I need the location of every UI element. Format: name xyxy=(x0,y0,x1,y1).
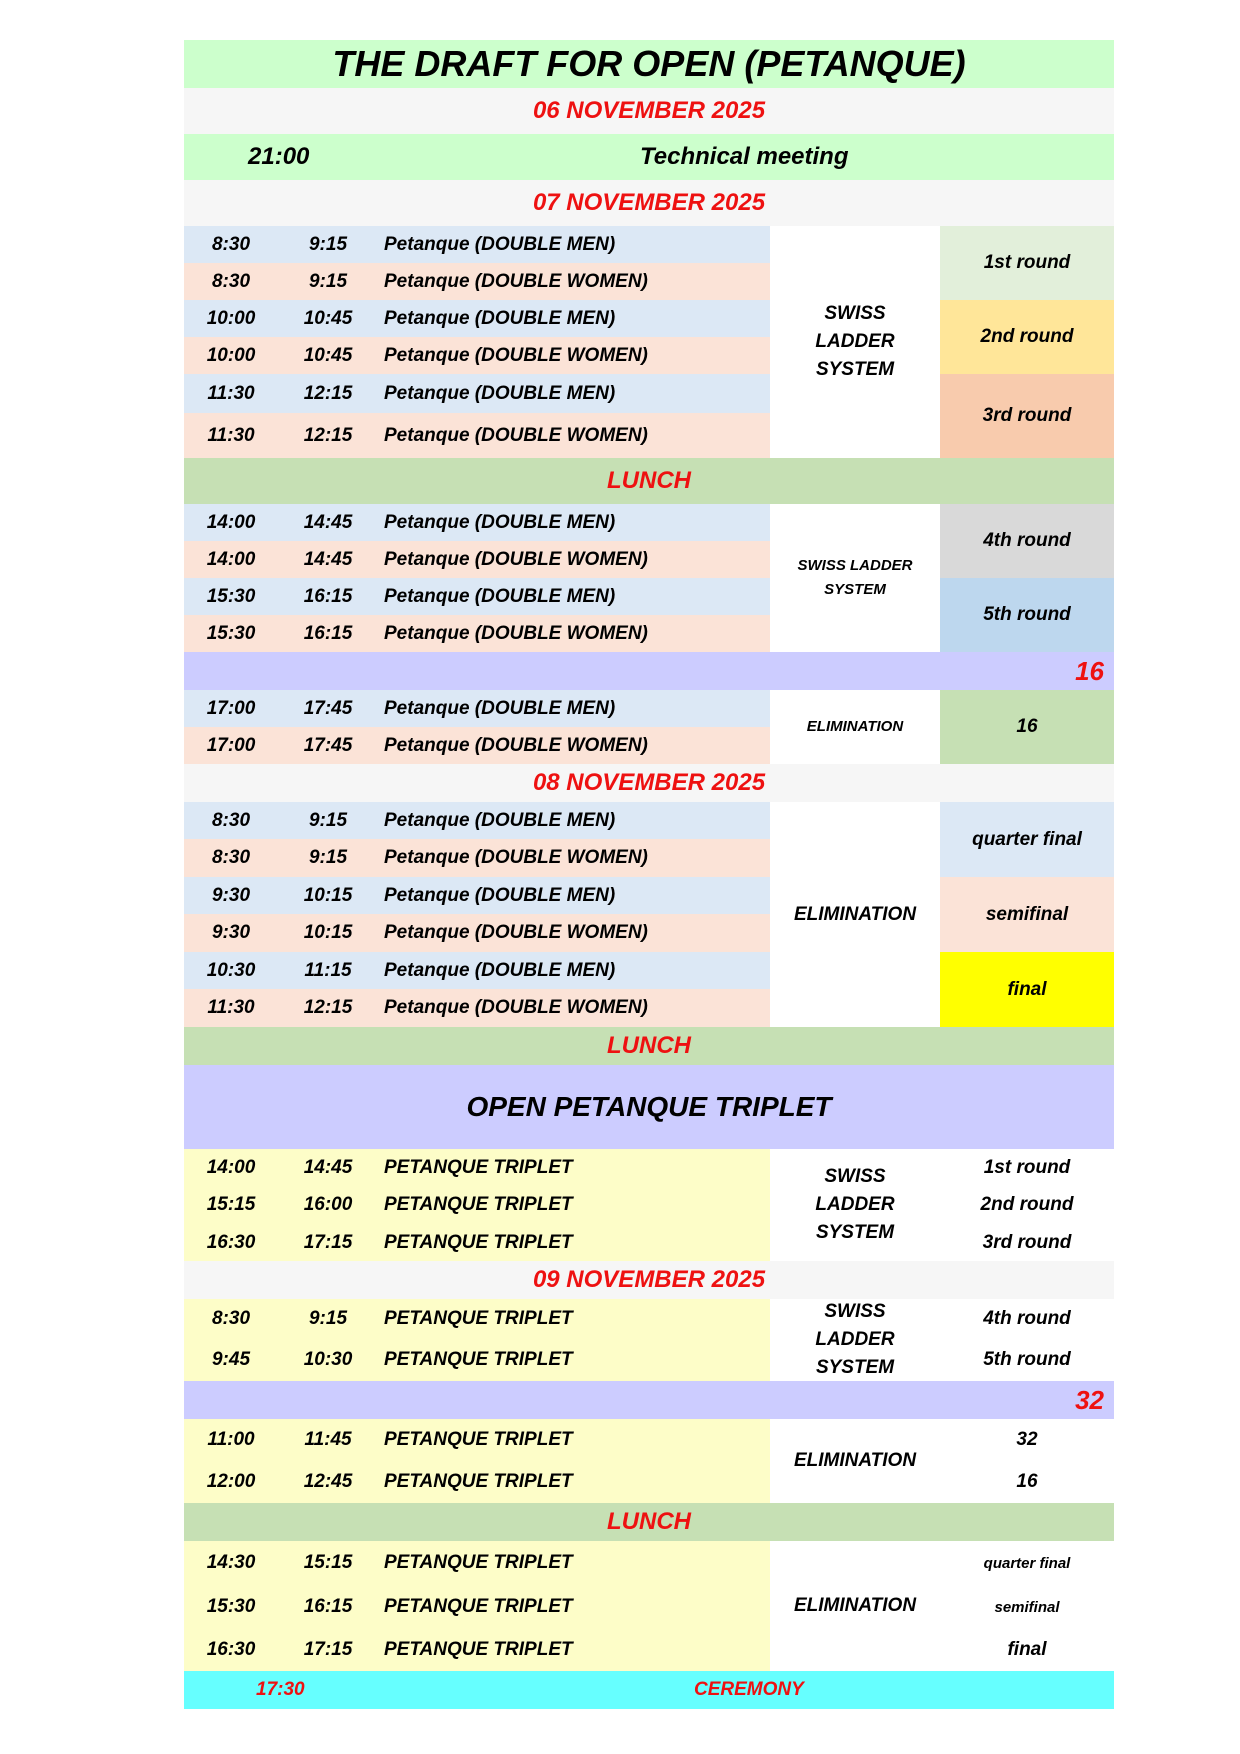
start-time: 15:30 xyxy=(206,1596,256,1617)
technical-meeting-label: Technical meeting xyxy=(640,143,849,170)
event-name: Petanque (DOUBLE WOMEN) xyxy=(384,997,648,1018)
lunch-break: LUNCH xyxy=(184,1503,1114,1541)
end-time: 12:15 xyxy=(303,382,353,404)
event-name: PETANQUE TRIPLET xyxy=(384,1194,573,1215)
round-label: 3rd round xyxy=(982,1231,1072,1253)
ceremony-time: 17:30 xyxy=(256,1679,305,1700)
event-name: Petanque (DOUBLE MEN) xyxy=(384,307,616,329)
event-name: PETANQUE TRIPLET xyxy=(384,1596,573,1617)
end-time: 10:15 xyxy=(303,884,353,906)
start-time: 15:30 xyxy=(206,585,256,607)
end-time: 9:15 xyxy=(308,270,348,292)
event-name: Petanque (DOUBLE WOMEN) xyxy=(384,424,648,446)
ceremony-label: CEREMONY xyxy=(694,1679,804,1700)
schedule-row xyxy=(184,1461,770,1503)
schedule-row xyxy=(184,877,770,914)
end-time: 14:45 xyxy=(303,1156,353,1178)
end-time: 12:15 xyxy=(303,997,353,1018)
event-name: PETANQUE TRIPLET xyxy=(384,1349,573,1370)
schedule-row xyxy=(184,226,770,263)
schedule-row xyxy=(184,1419,770,1461)
round-label: 32 xyxy=(1016,1429,1038,1450)
event-name: Petanque (DOUBLE WOMEN) xyxy=(384,270,648,292)
schedule-row xyxy=(184,263,770,300)
schedule-row xyxy=(184,1299,770,1339)
round-label: 2nd round xyxy=(940,300,1114,374)
event-name: Petanque (DOUBLE WOMEN) xyxy=(384,548,648,570)
start-time: 11:30 xyxy=(207,424,255,446)
event-name: PETANQUE TRIPLET xyxy=(384,1156,573,1178)
end-time: 16:15 xyxy=(303,622,353,644)
start-time: 14:00 xyxy=(206,511,256,533)
schedule-row xyxy=(184,989,770,1027)
start-time: 10:30 xyxy=(206,959,256,981)
start-time: 14:00 xyxy=(206,548,256,570)
section-title: OPEN PETANQUE TRIPLET xyxy=(184,1065,1114,1149)
end-time: 16:00 xyxy=(303,1194,353,1215)
event-name: Petanque (DOUBLE MEN) xyxy=(384,511,616,533)
start-time: 16:30 xyxy=(206,1231,256,1253)
end-time: 15:15 xyxy=(303,1552,353,1573)
schedule-row xyxy=(184,504,770,541)
start-time: 10:00 xyxy=(206,344,256,366)
schedule-row xyxy=(184,839,770,877)
schedule-row xyxy=(184,1186,770,1224)
system-label: ELIMINATION xyxy=(770,1541,940,1671)
schedule-row xyxy=(184,1224,770,1261)
system-label: ELIMINATION xyxy=(770,802,940,1027)
event-name: PETANQUE TRIPLET xyxy=(384,1429,573,1450)
system-label: SWISS LADDER SYSTEM xyxy=(770,1299,940,1381)
round-label: 4th round xyxy=(983,1308,1071,1329)
start-time: 9:45 xyxy=(211,1349,251,1370)
round-label: 16 xyxy=(940,690,1114,764)
start-time: 11:00 xyxy=(207,1429,255,1450)
start-time: 17:00 xyxy=(206,697,256,719)
nov8-triplet-block xyxy=(184,1149,1114,1261)
event-name: Petanque (DOUBLE WOMEN) xyxy=(384,344,648,366)
start-time: 8:30 xyxy=(211,1308,251,1329)
event-name: PETANQUE TRIPLET xyxy=(384,1639,573,1660)
lunch-break: LUNCH xyxy=(184,1027,1114,1065)
page-title: THE DRAFT FOR OPEN (PETANQUE) xyxy=(184,40,1114,88)
system-label: SWISS LADDER SYSTEM xyxy=(770,1149,940,1261)
end-time: 14:45 xyxy=(303,511,353,533)
schedule-sheet xyxy=(184,40,1114,1709)
end-time: 9:15 xyxy=(308,233,348,255)
start-time: 17:00 xyxy=(206,734,256,756)
nov9-final-block xyxy=(184,1541,1114,1671)
start-time: 8:30 xyxy=(211,270,251,292)
round-label: 5th round xyxy=(940,578,1114,652)
round-label: semifinal xyxy=(994,1598,1060,1616)
schedule-row xyxy=(184,1585,770,1629)
round-label: semifinal xyxy=(940,877,1114,952)
end-time: 10:30 xyxy=(303,1349,353,1370)
start-time: 16:30 xyxy=(206,1639,256,1660)
start-time: 8:30 xyxy=(211,233,251,255)
event-name: Petanque (DOUBLE MEN) xyxy=(384,233,616,255)
nov8-doubles-block xyxy=(184,802,1114,1027)
event-name: Petanque (DOUBLE WOMEN) xyxy=(384,622,648,644)
schedule-row xyxy=(184,690,770,727)
event-name: PETANQUE TRIPLET xyxy=(384,1308,573,1329)
round-label: final xyxy=(940,952,1114,1027)
end-time: 10:45 xyxy=(303,307,353,329)
end-time: 12:45 xyxy=(303,1471,353,1492)
ceremony-row xyxy=(184,1671,1114,1709)
lunch-break: LUNCH xyxy=(184,458,1114,504)
date-header: 08 NOVEMBER 2025 xyxy=(184,764,1114,802)
schedule-row xyxy=(184,541,770,578)
end-time: 11:45 xyxy=(304,1429,352,1450)
round-label: 1st round xyxy=(940,226,1114,300)
event-name: Petanque (DOUBLE MEN) xyxy=(384,809,616,831)
system-label: SWISS LADDER SYSTEM xyxy=(770,226,940,458)
end-time: 17:45 xyxy=(303,697,353,719)
round-label: 1st round xyxy=(983,1156,1071,1178)
date-header: 07 NOVEMBER 2025 xyxy=(184,180,1114,226)
start-time: 15:15 xyxy=(206,1194,256,1215)
system-label: SWISS LADDER SYSTEM xyxy=(770,504,940,652)
schedule-row xyxy=(184,1629,770,1671)
end-time: 9:15 xyxy=(308,1308,348,1329)
start-time: 10:00 xyxy=(206,307,256,329)
end-time: 14:45 xyxy=(303,548,353,570)
event-name: PETANQUE TRIPLET xyxy=(384,1552,573,1573)
schedule-row xyxy=(184,300,770,337)
round-label: quarter final xyxy=(940,802,1114,877)
date-header: 06 NOVEMBER 2025 xyxy=(184,88,1114,134)
start-time: 11:30 xyxy=(207,382,255,404)
end-time: 10:15 xyxy=(303,922,353,943)
event-name: Petanque (DOUBLE MEN) xyxy=(384,697,616,719)
round-label: quarter final xyxy=(983,1554,1071,1572)
system-label: ELIMINATION xyxy=(770,1419,940,1503)
end-time: 17:15 xyxy=(303,1231,353,1253)
schedule-row xyxy=(184,1541,770,1585)
schedule-row xyxy=(184,952,770,989)
end-time: 16:15 xyxy=(303,1596,353,1617)
schedule-row xyxy=(184,374,770,413)
schedule-row xyxy=(184,1339,770,1381)
start-time: 12:00 xyxy=(206,1471,256,1492)
nov7-afternoon-block xyxy=(184,504,1114,652)
bracket-size-marker: 32 xyxy=(184,1381,1114,1419)
round-label: 3rd round xyxy=(940,374,1114,458)
start-time: 9:30 xyxy=(211,922,251,943)
event-name: PETANQUE TRIPLET xyxy=(384,1471,573,1492)
nov7-morning-block xyxy=(184,226,1114,458)
start-time: 8:30 xyxy=(211,809,251,831)
schedule-row xyxy=(184,578,770,615)
end-time: 9:15 xyxy=(308,809,348,831)
schedule-row xyxy=(184,615,770,652)
nov9-elimination-block xyxy=(184,1419,1114,1503)
system-label: ELIMINATION xyxy=(770,690,940,764)
schedule-row xyxy=(184,337,770,374)
start-time: 14:30 xyxy=(206,1552,256,1573)
end-time: 12:15 xyxy=(303,424,353,446)
round-label: 2nd round xyxy=(980,1194,1074,1215)
technical-meeting-time: 21:00 xyxy=(248,143,310,170)
schedule-row xyxy=(184,727,770,764)
end-time: 9:15 xyxy=(308,847,348,868)
end-time: 16:15 xyxy=(303,585,353,607)
end-time: 11:15 xyxy=(304,959,352,981)
event-name: Petanque (DOUBLE WOMEN) xyxy=(384,847,648,868)
round-label: 4th round xyxy=(940,504,1114,578)
date-header: 09 NOVEMBER 2025 xyxy=(184,1261,1114,1299)
event-name: Petanque (DOUBLE MEN) xyxy=(384,585,616,607)
round-label: 5th round xyxy=(983,1349,1071,1370)
bracket-size-marker: 16 xyxy=(184,652,1114,690)
start-time: 8:30 xyxy=(211,847,251,868)
event-name: Petanque (DOUBLE MEN) xyxy=(384,959,616,981)
schedule-row xyxy=(184,1149,770,1186)
start-time: 15:30 xyxy=(206,622,256,644)
end-time: 17:15 xyxy=(303,1639,353,1660)
end-time: 10:45 xyxy=(303,344,353,366)
event-name: Petanque (DOUBLE WOMEN) xyxy=(384,922,648,943)
technical-meeting-row xyxy=(184,134,1114,180)
schedule-row xyxy=(184,914,770,952)
event-name: PETANQUE TRIPLET xyxy=(384,1231,573,1253)
schedule-row xyxy=(184,802,770,839)
event-name: Petanque (DOUBLE WOMEN) xyxy=(384,734,648,756)
start-time: 9:30 xyxy=(211,884,251,906)
start-time: 14:00 xyxy=(206,1156,256,1178)
nov7-elimination-block xyxy=(184,690,1114,764)
event-name: Petanque (DOUBLE MEN) xyxy=(384,884,616,906)
end-time: 17:45 xyxy=(303,734,353,756)
start-time: 11:30 xyxy=(207,997,255,1018)
nov9-swiss-block xyxy=(184,1299,1114,1381)
schedule-row xyxy=(184,413,770,458)
round-label: 16 xyxy=(1016,1471,1038,1492)
event-name: Petanque (DOUBLE MEN) xyxy=(384,382,616,404)
round-label: final xyxy=(1007,1639,1047,1660)
